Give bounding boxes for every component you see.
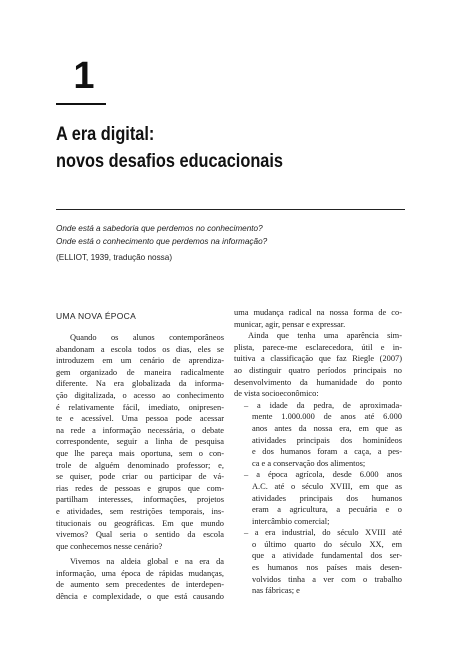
list-item-line: – a era industrial, do século XVIII até [244,528,402,538]
epigraph-line: Onde está a sabedoria que perdemos no conhecimento? [56,224,263,233]
list-item-line: es humanos nos países mais desen- [252,563,402,573]
list-item-line: mente 1.000.000 de anos até 6.000 [252,412,402,422]
text-line: que conhecemos nesse cenário? [56,541,163,551]
list-item-line: e dos humanos foram a caça, a pes- [252,447,402,457]
list-item-line: – a época agrícola, desde 6.000 anos [244,470,402,480]
text-line: dência e complexidade, o que está causando [56,592,224,602]
list-item-line: o último quarto do século XX, em [252,539,402,549]
chapter-title-line: A era digital: [56,124,155,145]
list-item-line: anos antes da nossa era, em que as [252,423,402,433]
list-item-line: intercâmbio comercial; [252,516,330,526]
text-line: que lhe pareça mais oportuna, sem o con- [56,448,224,458]
text-line: titucionais ou geográficas. Em que mundo [56,518,224,528]
text-line: tuitiva a classificação que faz Riegle (2007) [234,354,402,364]
list-item-line: ca e a conservação dos alimentos; [252,458,366,468]
text-line: vivemos? Qual seria o sentido da escola [56,530,224,540]
list-item-line: A.C. até o século XVIII, em que as [252,481,402,491]
list-item-line: que a atividade fundamental dos ser- [252,551,402,561]
text-line: uma mudança radical na nossa forma de co- [234,308,402,317]
text-line: de vista socioeconômico: [234,389,319,399]
text-line: se quiser, pode criar ou participar de vá- [56,472,224,482]
list-item-line: atividades principais dos hominídeos [252,435,402,445]
text-line: partilham interesses, informações, projetos [56,495,224,505]
text-line: desenvolvimento da humanidade do ponto [234,377,402,387]
text-line: municar, agir, pensar e expressar. [234,319,346,329]
section-heading: UMA NOVA ÉPOCA [56,311,137,321]
text-line: ção digitalizada, o acesso ao conhecimento [56,390,224,400]
epigraph [56,222,416,248]
chapter-title [56,121,366,175]
title-divider [56,209,405,210]
epigraph-citation: (ELLIOT, 1939, tradução nossa) [56,253,173,262]
text-line: trole de alguém denominado professor; e, [56,460,224,470]
text-line: te e acessível. Uma pessoa pode acessar [56,414,224,424]
text-line: na rede a informação necessária, o debate [56,425,224,435]
list-item-line: – a idade da pedra, de aproximada- [244,400,402,410]
epigraph-line: Onde está o conhecimento que perdemos na informação? [56,237,268,246]
list-item-line: atividades principais dos humanos [252,493,402,503]
text-line: gem organizado de maneira radicalmente [56,367,224,377]
list-item-line: nas fábricas; e [252,586,300,596]
text-line: informação, uma época de rápidas mudanças, [56,568,224,578]
text-line: ao distinguir quatro períodos principais no [234,365,402,375]
text-line: e atividades, sem restrições temporais, ins- [56,506,224,516]
text-line: Vivemos na aldeia global e na era da [70,557,224,567]
chapter-number: 1 [73,55,95,97]
list-item-line: volvidos tinha a ver com o trabalho [252,574,402,584]
right-column [234,307,402,597]
text-line: Ainda que tenha uma aparência sim- [248,331,402,341]
text-line: introduzem em um cenário de aprendiza- [56,356,224,366]
list-item-line: eram a agricultura, a pecuária e o [252,505,402,515]
text-line: Quando os alunos contemporâneos [70,333,224,342]
text-line: de aumento sem precedentes de interdepen- [56,580,224,590]
left-column [56,332,224,603]
text-line: é relativamente fácil, imediato, onipresen- [56,402,224,412]
chapter-number-rule [56,103,106,105]
text-line: rias redes de pessoas e grupos que com- [56,483,224,493]
text-line: abandonam a escola todos os dias, eles se [56,344,224,354]
text-line: plista, parece-me esclarecedora, útil e in- [234,342,402,352]
chapter-title-line: novos desafios educacionais [56,151,284,172]
text-line: diferente. Na era globalizada da informa- [56,379,224,389]
text-line: correspondente, seguir a linha de pesquisa [56,437,224,447]
